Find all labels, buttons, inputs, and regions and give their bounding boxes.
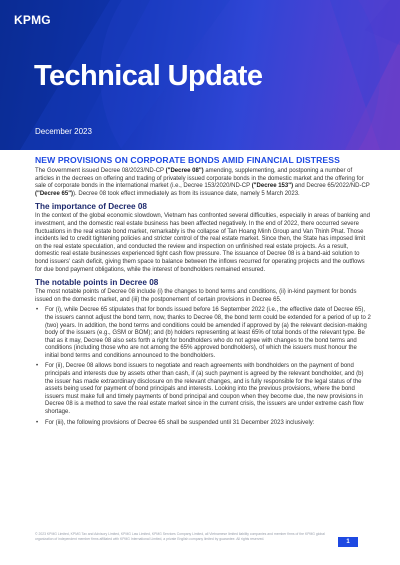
article-body [35,155,371,430]
list-item-text: For (i), while Decree 65 stipulates that for bonds issued before 16 September 2022 (i.e., the effective date of Decree 65), the issuers cannot adjust the bond term, now, thanks to Decree 08, the bond term could be extended for a period of up to 2 (two) years. In addition, the bond terms and conditions could be amended if approved by (a) the relevant decision-making body of the issuers (e.g., GSM or BOM); and (b) holders representing at least 65% of total bonds of the relevant type. Be that as it may, Decree 08 also sets forth a right for bondholders who do not agree with changes to the bond terms and conditions (including those who are not among the 65% approved bondholders), of which the issuers must honour the initial bond terms and conditions announced to the bondholders. [45,307,371,359]
bullet-icon: • [36,419,39,426]
intro-text-3: and Decree 65/2022/ND-CP [293,183,370,190]
publication-date: December 2023 [35,127,92,136]
decree-153-ref: ("Decree 153") [251,183,294,190]
intro-text-4: ). Decree 08 took effect immediately as from its issuance date, namely 5 March 2023. [73,190,300,197]
intro-text-2: amending, supplementing, and postponing a number of articles in the decrees on offering and trading of privately issued corporate bonds in the domestic market and the offering for sale of corporate bonds in the international market (i.e., Decree 153/2020/ND-CP [35,168,364,190]
section-heading-importance: The importance of Decree 08 [35,202,147,212]
list-item [35,363,371,416]
notable-points-list [35,307,371,427]
page-title: Technical Update [34,60,263,92]
bullet-icon: • [36,307,39,314]
notable-points-intro: The most notable points of Decree 08 include (i) the changes to bond terms and conditions, (ii) in-kind payment for bonds issued on the domestic market, and (iii) the postponement of certain provisions in Decree 65. [35,289,357,303]
kpmg-logo[interactable]: KPMG [14,13,51,27]
importance-paragraph: In the context of the global economic slowdown, Vietnam has confronted several difficulties, especially in areas of banking and investment, and the domestic real estate business has been affected negatively. In the end of 2022, there occurred severe fluctuations in the real estate bond market, remarkably is the collapse of Tan Hoang Minh Group and Van Thinh Phat. Those incidents led to credit tightening policies and stricter control of the real estate market. Since then, the State has imposed limit on the real estate speculation, and conducted the review and inspection on unfinished real estate projects. As a result, domestic real estate businesses experienced tight cash flow pressure. The issuance of Decree 08 is a band-aid solution to bond issuers' cash deficit, giving them space to balance between the inflows recurred for operating projects and the outflows for due bond payment obligations, while the interest of bondholders remained ensured. [35,213,370,273]
article-title: NEW PROVISIONS ON CORPORATE BONDS AMID FINANCIAL DISTRESS [35,155,340,165]
decree-65-ref: ("Decree 65") [35,190,74,197]
bullet-icon: • [36,363,39,370]
list-item [35,307,371,360]
page-number-badge: 1 [338,537,358,547]
list-item-text: For (iii), the following provisions of Decree 65 shall be suspended until 31 December 2023 inclusively: [45,419,315,426]
footer-legal-notice: © 2023 KPMG Limited, KPMG Tax and Advisory Limited, KPMG Law Limited, KPMG Services Company Limited, all Vietnamese limited liability companies and member firms of the KPMG global organization of independent member firms affiliated with KPMG International Limited, a private English company limited by guarantee. All rights reserved. [35,532,325,541]
decree-08-ref: ("Decree 08") [165,168,204,174]
intro-text-1: The Government issued Decree 08/2023/ND-CP [35,168,166,174]
section-heading-notable-points: The notable points in Decree 08 [35,278,159,288]
list-item-text: For (ii), Decree 08 allows bond issuers to negotiate and reach agreements with bondholders on the payment of bond principals and interests due by assets other than cash, if (a) such payment is agreed by the relevant bondholder, and (b) the issuer has made extraordinary disclosure on the relevant changes, and is fully responsible for the legal status of the assets being used for payment of bond principals and interests. Looking into the previous provisions, where the bond issuers must make full and timely payments of bond principal and coupon when they become due, the new provisions in Decree 08 is a method to save the real estate market since in the current crisis, the issuers are under extreme cash flow shortage. [45,363,364,416]
hero-banner [0,0,400,150]
intro-paragraph [35,168,371,198]
list-item [35,420,371,428]
